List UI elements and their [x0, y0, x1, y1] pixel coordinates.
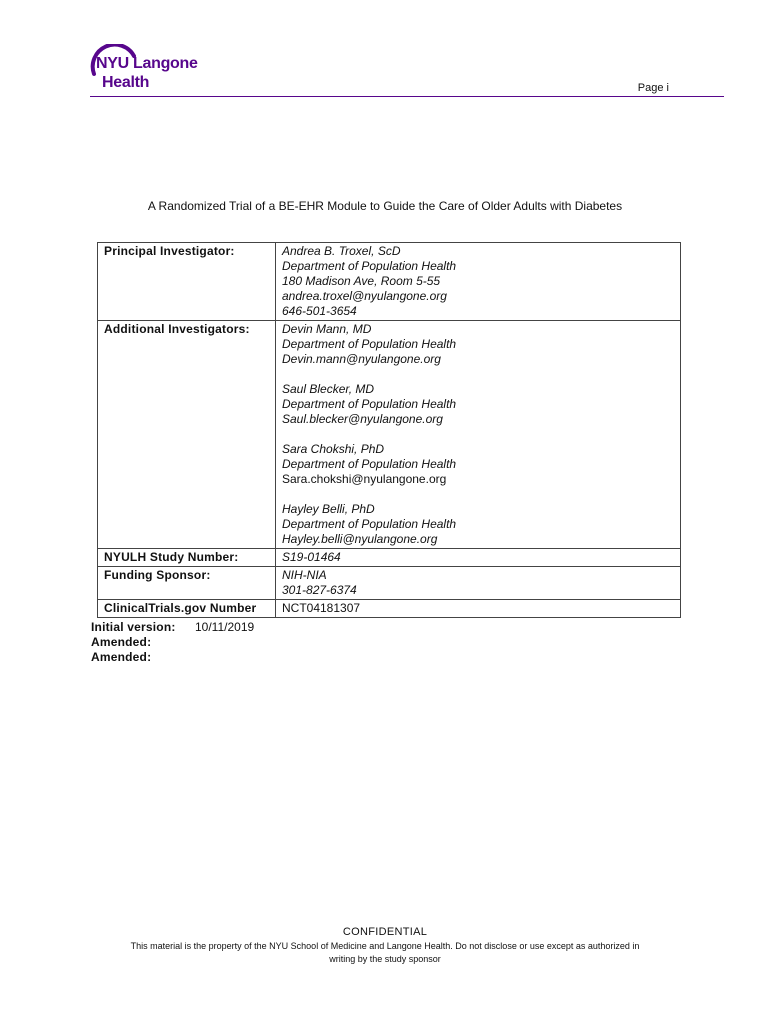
table-row — [98, 600, 681, 618]
pi-phone: 646-501-3654 — [282, 304, 357, 318]
investigator-email: Saul.blecker@nyulangone.org — [282, 412, 443, 426]
pi-address: 180 Madison Ave, Room 5-55 — [282, 274, 441, 288]
funding-sponsor-details — [276, 567, 681, 600]
version-history — [91, 620, 254, 665]
table-row — [98, 549, 681, 567]
study-info-table — [97, 242, 681, 618]
page-number: Page i — [637, 82, 669, 94]
investigator-dept: Department of Population Health — [282, 337, 457, 351]
nyu-langone-logo — [90, 44, 210, 96]
funding-sponsor-phone: 301-827-6374 — [282, 583, 357, 597]
amended-row — [91, 650, 254, 665]
investigator-dept: Department of Population Health — [282, 457, 457, 471]
pi-details — [276, 243, 681, 321]
header-divider — [90, 96, 724, 97]
investigator-email: Hayley.belli@nyulangone.org — [282, 532, 438, 546]
document-title: A Randomized Trial of a BE-EHR Module to Guide the Care of Older Adults with Diabetes — [147, 199, 623, 213]
investigator-email: Devin.mann@nyulangone.org — [282, 352, 441, 366]
initial-version-row — [91, 620, 254, 635]
amended-label: Amended: — [91, 650, 152, 664]
table-row — [98, 321, 681, 549]
investigator-block — [282, 442, 674, 487]
investigator-dept: Department of Population Health — [282, 397, 457, 411]
footer-note-line1: This material is the property of the NYU School of Medicine and Langone Health. Do not disclose or use except as authorized in — [130, 941, 640, 951]
investigator-name: Hayley Belli, PhD — [282, 502, 375, 516]
study-number-value: S19-01464 — [276, 549, 681, 567]
investigator-block — [282, 382, 674, 427]
logo-text-line2: Health — [102, 74, 150, 91]
confidential-label: CONFIDENTIAL — [342, 926, 428, 938]
investigator-name: Sara Chokshi, PhD — [282, 442, 385, 456]
logo-text-line1: NYU Langone — [96, 55, 198, 72]
study-number-label: NYULH Study Number: — [98, 549, 276, 567]
investigator-name: Devin Mann, MD — [282, 322, 372, 336]
clinicaltrials-label: ClinicalTrials.gov Number — [98, 600, 276, 618]
investigator-dept: Department of Population Health — [282, 517, 457, 531]
clinicaltrials-value: NCT04181307 — [276, 600, 681, 618]
pi-label: Principal Investigator: — [98, 243, 276, 321]
investigator-email: Sara.chokshi@nyulangone.org — [282, 472, 447, 486]
investigator-name: Saul Blecker, MD — [282, 382, 375, 396]
funding-sponsor-name: NIH-NIA — [282, 568, 327, 582]
table-row — [98, 243, 681, 321]
footer-note-line2: writing by the study sponsor — [329, 954, 441, 964]
pi-name: Andrea B. Troxel, ScD — [282, 244, 401, 258]
pi-dept: Department of Population Health — [282, 259, 457, 273]
funding-sponsor-label: Funding Sponsor: — [98, 567, 276, 600]
pi-email: andrea.troxel@nyulangone.org — [282, 289, 447, 303]
additional-investigators-label: Additional Investigators: — [98, 321, 276, 549]
investigator-block — [282, 502, 674, 547]
amended-row — [91, 635, 254, 650]
additional-investigators-details — [276, 321, 681, 549]
table-row — [98, 567, 681, 600]
amended-label: Amended: — [91, 635, 152, 649]
initial-version-date: 10/11/2019 — [195, 620, 255, 634]
investigator-block — [282, 322, 674, 367]
page-footer — [0, 926, 770, 966]
initial-version-label: Initial version: — [91, 620, 176, 634]
